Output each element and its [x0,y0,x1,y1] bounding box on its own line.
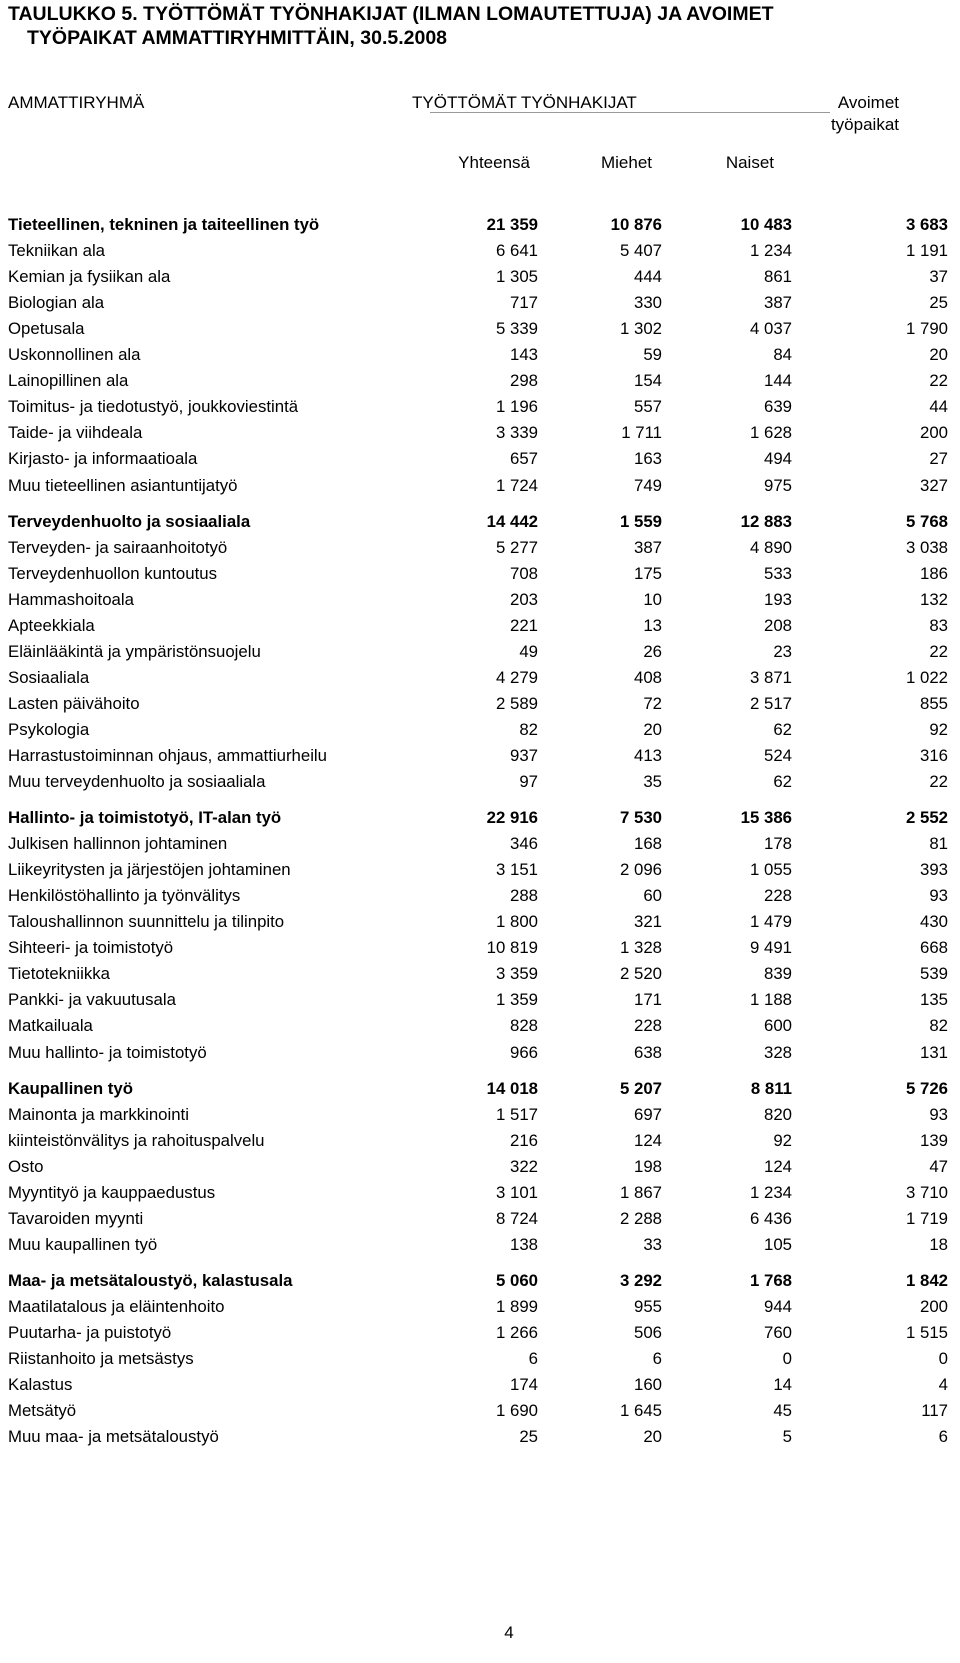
men-cell: 408 [634,668,662,687]
women-cell: 0 [782,1349,792,1368]
women-cell: 62 [773,720,792,739]
total-cell: 10 819 [486,938,538,957]
table-row [8,446,948,472]
table-row [8,665,948,691]
total-cell: 828 [510,1016,538,1035]
occupation-cell: Julkisen hallinnon johtaminen [8,834,228,853]
total-cell: 6 641 [496,241,538,260]
men-cell: 60 [643,886,662,905]
title-line-1: TAULUKKO 5. TYÖTTÖMÄT TYÖNHAKIJAT (ILMAN LOMAUTETTUJA) JA AVOIMET [8,3,774,25]
men-cell: 124 [634,1131,662,1150]
men-cell: 13 [643,616,662,635]
table-row [8,420,948,446]
men-cell: 2 288 [620,1209,662,1228]
vacancies-cell: 668 [920,938,948,957]
men-cell: 321 [634,912,662,931]
vacancies-cell: 44 [929,397,948,416]
men-cell: 330 [634,293,662,312]
table-row [8,290,948,316]
women-cell: 1 055 [750,860,792,879]
vacancies-cell: 393 [920,860,948,879]
occupation-cell: Apteekkiala [8,616,95,635]
vacancies-cell: 18 [929,1235,948,1254]
table-row [8,1320,948,1346]
men-cell: 6 [652,1349,662,1368]
men-cell: 506 [634,1323,662,1342]
women-cell: 1 188 [750,990,792,1009]
table-row [8,1040,948,1066]
total-cell: 1 899 [496,1297,538,1316]
total-cell: 21 359 [486,215,538,234]
vacancies-cell: 186 [920,564,948,583]
women-cell: 3 871 [750,668,792,687]
total-cell: 2 589 [496,694,538,713]
occupation-cell: Muu tieteellinen asiantuntijatyö [8,476,238,495]
occupation-cell: Matkailuala [8,1016,93,1035]
vacancies-cell: 200 [920,423,948,442]
table-row [8,1372,948,1398]
occupation-cell: Metsätyö [8,1401,77,1420]
men-cell: 557 [634,397,662,416]
occupation-cell: Kirjasto- ja informaatioala [8,449,198,468]
vacancies-cell: 1 022 [906,668,948,687]
total-cell: 3 101 [496,1183,538,1202]
occupation-cell: Lasten päivähoito [8,694,140,713]
vacancies-cell: 3 710 [906,1183,948,1202]
occupation-cell: Sihteeri- ja toimistotyö [8,938,174,957]
men-cell: 20 [643,720,662,739]
occupation-cell: Muu terveydenhuolto ja sosiaaliala [8,772,266,791]
section-row [8,1076,948,1102]
total-cell: 143 [510,345,538,364]
occupation-cell: Hammashoitoala [8,590,134,609]
table-row [8,1232,948,1258]
table-row [8,535,948,561]
women-cell: 861 [764,267,792,286]
header-occupation-group: AMMATTIRYHMÄ [8,93,145,112]
women-cell: 387 [764,293,792,312]
women-cell: 524 [764,746,792,765]
table-title [8,2,948,50]
men-cell: 198 [634,1157,662,1176]
table-row [8,961,948,987]
vacancies-cell: 855 [920,694,948,713]
occupation-cell: Taloushallinnon suunnittelu ja tilinpito [8,912,285,931]
vacancies-cell: 139 [920,1131,948,1150]
women-cell: 2 517 [750,694,792,713]
occupation-cell: Terveyden- ja sairaanhoitotyö [8,538,228,557]
total-cell: 22 916 [486,808,538,827]
men-cell: 413 [634,746,662,765]
occupation-cell: Terveydenhuollon kuntoutus [8,564,217,583]
total-cell: 5 277 [496,538,538,557]
occupation-cell: kiinteistönvälitys ja rahoituspalvelu [8,1131,265,1150]
occupation-cell: Muu maa- ja metsätaloustyö [8,1427,219,1446]
header-rule [430,112,830,113]
table-row [8,883,948,909]
table-row [8,831,948,857]
total-cell: 174 [510,1375,538,1394]
men-cell: 163 [634,449,662,468]
occupation-cell: Tekniikan ala [8,241,106,260]
women-cell: 144 [764,371,792,390]
total-cell: 966 [510,1043,538,1062]
women-cell: 494 [764,449,792,468]
total-cell: 8 724 [496,1209,538,1228]
men-cell: 171 [634,990,662,1009]
vacancies-cell: 82 [929,1016,948,1035]
total-cell: 82 [519,720,538,739]
occupation-cell: Kemian ja fysiikan ala [8,267,171,286]
vacancies-cell: 3 683 [906,215,948,234]
total-cell: 657 [510,449,538,468]
women-cell: 600 [764,1016,792,1035]
total-cell: 14 442 [486,512,538,531]
total-cell: 3 151 [496,860,538,879]
vacancies-cell: 27 [929,449,948,468]
vacancies-cell: 5 768 [906,512,948,531]
total-cell: 1 724 [496,476,538,495]
total-cell: 1 266 [496,1323,538,1342]
men-cell: 33 [643,1235,662,1254]
total-cell: 138 [510,1235,538,1254]
section-row [8,212,948,238]
occupation-cell: Opetusala [8,319,85,338]
men-cell: 749 [634,476,662,495]
title-line-2: TYÖPAIKAT AMMATTIRYHMITTÄIN, 30.5.2008 [27,27,448,49]
vacancies-cell: 430 [920,912,948,931]
women-cell: 9 491 [750,938,792,957]
men-cell: 5 407 [620,241,662,260]
vacancies-cell: 22 [929,642,948,661]
section-row [8,1268,948,1294]
page-number: 4 [504,1623,514,1642]
vacancies-cell: 93 [929,1105,948,1124]
table-row [8,717,948,743]
vacancies-cell: 5 726 [906,1079,948,1098]
men-cell: 387 [634,538,662,557]
vacancies-cell: 0 [938,1349,948,1368]
total-cell: 937 [510,746,538,765]
men-cell: 26 [643,642,662,661]
occupation-cell: Mainonta ja markkinointi [8,1105,189,1124]
women-cell: 1 628 [750,423,792,442]
vacancies-cell: 1 790 [906,319,948,338]
women-cell: 4 890 [750,538,792,557]
occupation-cell: Biologian ala [8,293,105,312]
total-cell: 298 [510,371,538,390]
women-cell: 10 483 [740,215,792,234]
vacancies-cell: 92 [929,720,948,739]
men-cell: 1 711 [621,423,662,442]
occupation-cell: Muu hallinto- ja toimistotyö [8,1043,207,1062]
women-cell: 328 [764,1043,792,1062]
men-cell: 72 [643,694,662,713]
table-row [8,473,948,499]
vacancies-cell: 1 191 [906,241,948,260]
occupation-cell: Liikeyritysten ja järjestöjen johtaminen [8,860,291,879]
table-row [8,1398,948,1424]
table-row [8,639,948,665]
total-cell: 288 [510,886,538,905]
women-cell: 6 436 [750,1209,792,1228]
vacancies-cell: 200 [920,1297,948,1316]
vacancies-cell: 316 [920,746,948,765]
occupation-cell: Harrastustoiminnan ohjaus, ammattiurheilu [8,746,327,765]
women-cell: 15 386 [740,808,792,827]
vacancies-cell: 3 038 [906,538,948,557]
occupation-cell: Henkilöstöhallinto ja työnvälitys [8,886,241,905]
men-cell: 10 876 [610,215,662,234]
vacancies-cell: 1 515 [906,1323,948,1342]
occupation-cell: Pankki- ja vakuutusala [8,990,176,1009]
table-row [8,1424,948,1450]
vacancies-cell: 25 [929,293,948,312]
table-row [8,1128,948,1154]
women-cell: 124 [764,1157,792,1176]
women-cell: 533 [764,564,792,583]
women-cell: 5 [782,1427,792,1446]
vacancies-cell: 4 [938,1375,948,1394]
table-row [8,587,948,613]
total-cell: 221 [510,616,538,635]
vacancies-cell: 539 [920,964,948,983]
occupation-cell: Puutarha- ja puistotyö [8,1323,172,1342]
men-cell: 3 292 [620,1271,662,1290]
women-cell: 193 [764,590,792,609]
header-women: Naiset [725,153,774,172]
women-cell: 23 [773,642,792,661]
women-cell: 105 [764,1235,792,1254]
women-cell: 92 [773,1131,792,1150]
women-cell: 84 [773,345,792,364]
table-row [8,394,948,420]
men-cell: 154 [634,371,662,390]
occupation-cell: Tavaroiden myynti [8,1209,144,1228]
total-cell: 708 [510,564,538,583]
total-cell: 1 690 [496,1401,538,1420]
women-cell: 639 [764,397,792,416]
table-row [8,561,948,587]
vacancies-cell: 83 [929,616,948,635]
occupation-cell: Hallinto- ja toimistotyö, IT-alan työ [8,808,282,827]
women-cell: 228 [764,886,792,905]
section-row [8,805,948,831]
table-row [8,743,948,769]
occupation-cell: Terveydenhuolto ja sosiaaliala [8,512,251,531]
men-cell: 2 096 [620,860,662,879]
men-cell: 1 302 [620,319,662,338]
men-cell: 7 530 [620,808,662,827]
total-cell: 1 196 [496,397,538,416]
women-cell: 760 [764,1323,792,1342]
total-cell: 3 339 [496,423,538,442]
vacancies-cell: 81 [929,834,948,853]
total-cell: 3 359 [496,964,538,983]
vacancies-cell: 135 [920,990,948,1009]
men-cell: 59 [643,345,662,364]
occupation-cell: Toimitus- ja tiedotustyö, joukkoviestintä [8,397,299,416]
total-cell: 25 [519,1427,538,1446]
women-cell: 1 479 [750,912,792,931]
women-cell: 4 037 [750,319,792,338]
table-row [8,264,948,290]
occupation-cell: Osto [8,1157,44,1176]
men-cell: 638 [634,1043,662,1062]
table-row [8,1013,948,1039]
women-cell: 45 [773,1401,792,1420]
occupation-cell: Kalastus [8,1375,73,1394]
men-cell: 1 867 [620,1183,662,1202]
occupation-cell: Riistanhoito ja metsästys [8,1349,194,1368]
women-cell: 1 768 [750,1271,792,1290]
men-cell: 168 [634,834,662,853]
vacancies-cell: 327 [920,476,948,495]
women-cell: 820 [764,1105,792,1124]
vacancies-cell: 131 [920,1043,948,1062]
vacancies-cell: 132 [920,590,948,609]
occupation-cell: Lainopillinen ala [8,371,129,390]
total-cell: 5 060 [496,1271,538,1290]
header-unemployed: TYÖTTÖMÄT TYÖNHAKIJAT [412,93,637,112]
vacancies-cell: 20 [929,345,948,364]
vacancies-cell: 1 719 [906,1209,948,1228]
total-cell: 6 [528,1349,538,1368]
total-cell: 1 800 [496,912,538,931]
women-cell: 62 [773,772,792,791]
men-cell: 20 [643,1427,662,1446]
occupation-cell: Uskonnollinen ala [8,345,141,364]
total-cell: 216 [510,1131,538,1150]
women-cell: 14 [773,1375,792,1394]
men-cell: 955 [634,1297,662,1316]
occupation-cell: Psykologia [8,720,90,739]
table-row [8,1180,948,1206]
table-row [8,935,948,961]
occupation-cell: Taide- ja viihdeala [8,423,143,442]
total-cell: 1 517 [496,1105,538,1124]
vacancies-cell: 37 [929,267,948,286]
total-cell: 4 279 [496,668,538,687]
total-cell: 1 305 [496,267,538,286]
vacancies-cell: 6 [938,1427,948,1446]
header-total: Yhteensä [458,153,530,172]
table-row [8,342,948,368]
total-cell: 203 [510,590,538,609]
women-cell: 1 234 [750,1183,792,1202]
men-cell: 1 559 [620,512,662,531]
total-cell: 49 [519,642,538,661]
men-cell: 228 [634,1016,662,1035]
occupation-cell: Maatilatalous ja eläintenhoito [8,1297,225,1316]
header-vacancies-line-1: Avoimet [837,93,899,112]
vacancies-cell: 22 [929,772,948,791]
vacancies-cell: 2 552 [906,808,948,827]
table-row [8,909,948,935]
women-cell: 12 883 [740,512,792,531]
table-row [8,857,948,883]
section-row [8,509,948,535]
table-row [8,1102,948,1128]
occupation-cell: Kaupallinen työ [8,1079,133,1098]
table-row [8,238,948,264]
men-cell: 697 [634,1105,662,1124]
women-cell: 839 [764,964,792,983]
women-cell: 178 [764,834,792,853]
men-cell: 160 [634,1375,662,1394]
men-cell: 5 207 [620,1079,662,1098]
men-cell: 10 [643,590,662,609]
men-cell: 175 [634,564,662,583]
women-cell: 8 811 [750,1079,792,1098]
vacancies-cell: 117 [921,1401,948,1420]
header-vacancies [798,92,899,136]
vacancies-cell: 47 [929,1157,948,1176]
header-men: Miehet [600,153,652,172]
table-row [8,769,948,795]
table-row [8,987,948,1013]
occupation-cell: Sosiaaliala [8,668,90,687]
table-row [8,1154,948,1180]
occupation-cell: Myyntityö ja kauppaedustus [8,1183,216,1202]
table-row [8,1294,948,1320]
women-cell: 975 [764,476,792,495]
men-cell: 35 [643,772,662,791]
vacancies-cell: 1 842 [906,1271,948,1290]
men-cell: 2 520 [620,964,662,983]
men-cell: 444 [634,267,662,286]
occupation-cell: Tieteellinen, tekninen ja taiteellinen työ [8,215,320,234]
total-cell: 322 [510,1157,538,1176]
total-cell: 1 359 [496,990,538,1009]
women-cell: 208 [764,616,792,635]
vacancies-cell: 93 [929,886,948,905]
table-row [8,1346,948,1372]
table-row [8,691,948,717]
occupation-cell: Eläinlääkintä ja ympäristönsuojelu [8,642,261,661]
men-cell: 1 328 [620,938,662,957]
occupation-cell: Tietotekniikka [8,964,110,983]
table-row [8,613,948,639]
total-cell: 346 [510,834,538,853]
total-cell: 14 018 [486,1079,538,1098]
table-row [8,316,948,342]
total-cell: 717 [510,293,538,312]
total-cell: 97 [519,772,538,791]
table-row [8,1206,948,1232]
women-cell: 1 234 [750,241,792,260]
men-cell: 1 645 [620,1401,662,1420]
occupation-cell: Maa- ja metsätaloustyö, kalastusala [8,1271,293,1290]
occupation-cell: Muu kaupallinen työ [8,1235,158,1254]
vacancies-cell: 22 [929,371,948,390]
header-vacancies-line-2: työpaikat [830,115,899,134]
women-cell: 944 [764,1297,792,1316]
table-row [8,368,948,394]
total-cell: 5 339 [496,319,538,338]
